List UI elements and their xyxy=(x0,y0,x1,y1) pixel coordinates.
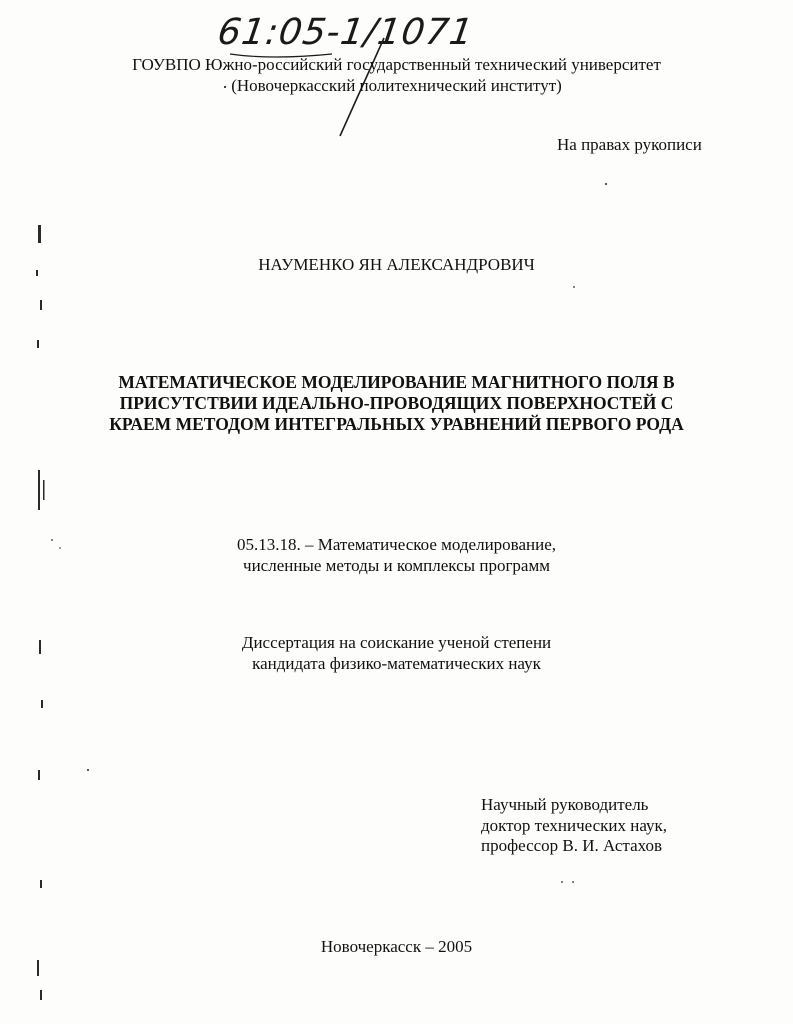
city-year: Новочеркасск – 2005 xyxy=(320,937,473,956)
degree-block xyxy=(0,633,793,674)
institution-former-name: (Новочеркасский политехнический институт) xyxy=(231,76,562,95)
thesis-title-line-3: КРАЕМ МЕТОДОМ ИНТЕГРАЛЬНЫХ УРАВНЕНИЙ ПЕРВОГО РОДА xyxy=(109,414,684,434)
supervisor-name: профессор В. И. Астахов xyxy=(481,836,662,855)
specialty-code-line: 05.13.18. – Математическое моделирование, xyxy=(236,535,557,554)
specialty-block xyxy=(0,535,793,576)
thesis-title-line-1: МАТЕМАТИЧЕСКОЕ МОДЕЛИРОВАНИЕ МАГНИТНОГО ПОЛЯ В xyxy=(118,372,675,392)
author-name: НАУМЕНКО ЯН АЛЕКСАНДРОВИЧ xyxy=(258,255,535,274)
rights-note: На правах рукописи xyxy=(557,135,702,154)
degree-line-1: Диссертация на соискание ученой степени xyxy=(241,633,552,652)
supervisor-degree: доктор технических наук, xyxy=(481,815,668,835)
archive-number: 61:05-1/1071 xyxy=(215,12,477,53)
degree-line-2: кандидата физико-математических наук xyxy=(252,653,541,673)
institution-name: ГОУВПО Южно-российский государственный технический университет xyxy=(132,55,661,74)
supervisor-block xyxy=(481,795,667,857)
specialty-name-line: численные методы и комплексы программ xyxy=(243,555,550,575)
thesis-title-line-2: ПРИСУТСТВИИ ИДЕАЛЬНО-ПРОВОДЯЩИХ ПОВЕРХНОСТЕЙ С xyxy=(119,393,674,413)
supervisor-role: Научный руководитель xyxy=(481,795,649,814)
